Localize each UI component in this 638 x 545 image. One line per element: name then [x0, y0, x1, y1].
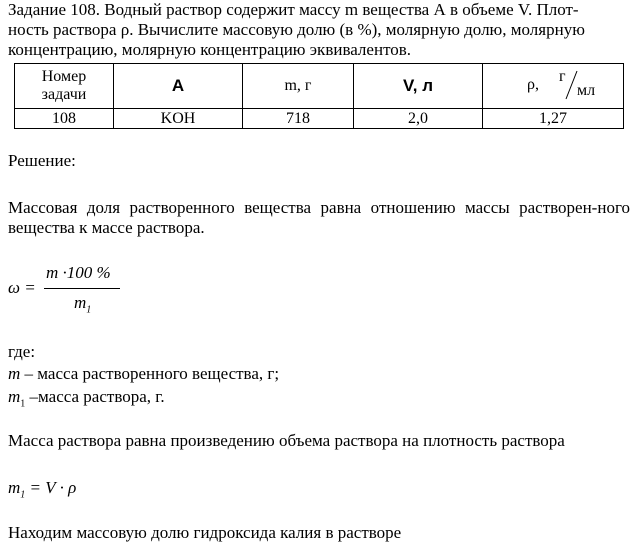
header-task-no-line1: Номер	[41, 68, 87, 85]
paragraph-find-fraction: Находим массовую долю гидроксида калия в растворе	[8, 523, 402, 542]
header-volume: V, л	[354, 64, 483, 109]
header-substance: А	[114, 64, 243, 109]
cell-density: 1,27	[483, 109, 624, 129]
cell-mass: 718	[243, 109, 354, 129]
formula2-lhs-sub: 1	[20, 489, 26, 501]
cell-volume: 2,0	[354, 109, 483, 129]
formula1-lhs: ω =	[8, 278, 36, 297]
header-task-no-line2: задачи	[41, 86, 87, 103]
header-density-rho: ρ,	[527, 76, 539, 93]
where-label: где:	[8, 342, 36, 361]
definition-m-text: масса растворенного вещества, г;	[37, 364, 280, 383]
paragraph-solution-mass: Масса раствора равна произведению объема раствора на плотность раствора	[8, 431, 565, 450]
definition-m	[8, 364, 279, 384]
formula1-numerator: m ·100 %	[46, 263, 111, 282]
formula2-rhs: = V · ρ	[29, 478, 77, 497]
header-task-no	[15, 64, 114, 109]
formula1-den-symbol: m	[74, 293, 87, 312]
formula1-fraction-bar	[44, 288, 120, 289]
definition-m1-sub: 1	[20, 398, 26, 410]
cell-substance: KOH	[114, 109, 243, 129]
definition-m-symbol: m –	[8, 364, 34, 383]
definition-m1	[8, 387, 165, 409]
table-row	[15, 109, 624, 129]
formula1-den-sub: 1	[86, 304, 92, 316]
data-table	[14, 63, 624, 129]
problem-line-3: концентрацию, молярную концентрацию эквивалентов.	[8, 40, 412, 59]
paragraph-mass-fraction: Массовая доля растворенного вещества равна отношению массы растворен-ного вещества к массе раствора.	[8, 198, 630, 237]
cell-task-no: 108	[15, 109, 114, 129]
header-density-num: г	[559, 68, 566, 85]
solution-heading: Решение:	[8, 151, 76, 170]
header-density	[483, 64, 624, 109]
definition-m1-symbol: m	[8, 387, 21, 406]
definition-m1-text: –масса раствора, г.	[29, 387, 165, 406]
header-mass: m, г	[243, 64, 354, 109]
formula2-lhs: m	[8, 478, 21, 497]
table-header-row	[15, 64, 624, 109]
header-density-den: мл	[577, 82, 596, 99]
problem-line-1: Задание 108. Водный раствор содержит массу m вещества А в объеме V. Плот-	[8, 0, 579, 19]
problem-line-2: ность раствора ρ. Вычислите массовую долю (в %), молярную долю, молярную	[8, 20, 585, 39]
formula2	[8, 478, 76, 500]
formula1-denominator	[74, 293, 91, 315]
